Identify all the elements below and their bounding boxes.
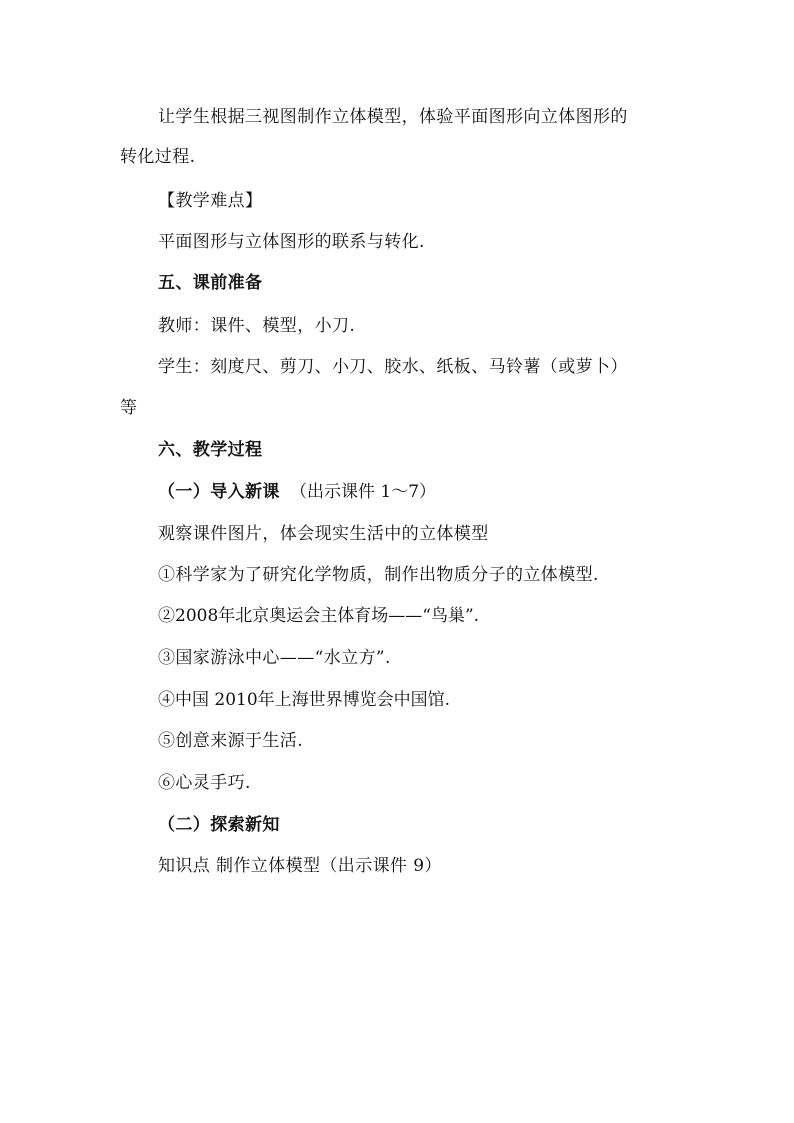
paragraph-line: 平面图形与立体图形的联系与转化. <box>158 232 425 252</box>
section-heading: 五、课前准备 <box>158 273 263 293</box>
list-item: ②2008年北京奥运会主体育场——“鸟巢”. <box>158 606 480 626</box>
list-item: ⑤创意来源于生活. <box>158 731 304 751</box>
section-heading: 六、教学过程 <box>158 440 263 460</box>
list-item: ①科学家为了研究化学物质，制作出物质分子的立体模型. <box>158 565 599 585</box>
paragraph-line: 教师：课件、模型，小刀. <box>158 316 356 336</box>
paragraph-line: 等 <box>120 398 138 418</box>
paragraph-line: 让学生根据三视图制作立体模型，体验平面图形向立体图形的 <box>158 107 628 127</box>
list-item: ③国家游泳中心——“水立方”. <box>158 648 391 668</box>
subsection-heading: （二）探索新知 <box>158 815 280 835</box>
subsection-heading: （一）导入新课 <box>158 482 280 502</box>
paragraph-line: 知识点 制作立体模型（出示课件 9） <box>158 856 442 876</box>
list-item: ⑥心灵手巧. <box>158 773 251 793</box>
paragraph-line: 转化过程. <box>120 147 196 167</box>
section-heading: 【教学难点】 <box>158 191 263 211</box>
paragraph-line: 观察课件图片，体会现实生活中的立体模型 <box>158 524 489 544</box>
paragraph-line: 学生：刻度尺、剪刀、小刀、胶水、纸板、马铃薯（或萝卜） <box>158 357 628 377</box>
list-item: ④中国 2010年上海世界博览会中国馆. <box>158 690 451 710</box>
subsection-note: （出示课件 1～7） <box>290 482 437 502</box>
